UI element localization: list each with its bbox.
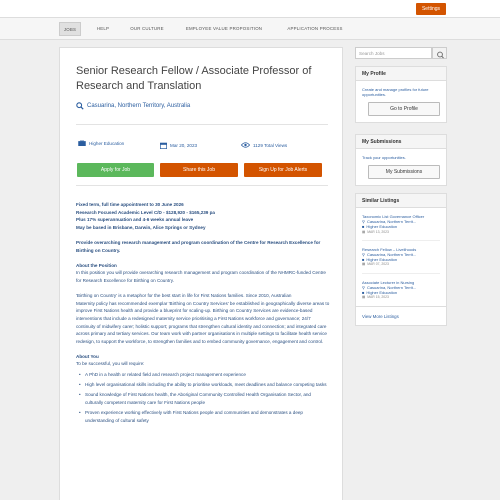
search-location-icon: ⚲ [362,252,365,258]
nav-jobs[interactable]: JOBS [59,22,81,36]
about-you-heading: About You [76,353,99,359]
search-location-icon: ⚲ [362,284,365,290]
job-summary [76,201,330,231]
listing-title[interactable]: Taxonomic List Governance Officer [362,214,425,219]
job-location[interactable] [76,102,190,110]
share-job-button[interactable]: Share this Job [160,163,238,177]
about-you-intro: To be successful, you will require: [76,361,145,367]
settings-button[interactable]: Settings [416,3,446,15]
listing-category-label: Higher Education [366,257,398,263]
my-profile-panel [355,66,447,123]
job-date-label: Mar 20, 2023 [170,143,198,148]
job-views-label: 1129 Total Views [253,142,288,148]
panel-description: Track your opportunities. [362,155,406,160]
listing-title[interactable]: Research Fellow – Livelihoods [362,246,417,252]
panel-title: My Profile [356,67,446,81]
listing-date-label: MAR 07, 2023 [367,262,389,267]
summary-line: May be based in Brisbane, Darwin, Alice Springs or Sydney [76,224,206,230]
listing-location-label: Casuarina, Northern Territ... [366,284,417,290]
listing-title[interactable]: Associate Lecturer in Nursing [362,279,415,285]
listing-date-label: MAR 15, 2023 [367,295,389,300]
listing-category-label: Higher Education [366,290,398,296]
nav-our-culture[interactable]: OUR CULTURE [130,26,164,31]
briefcase-icon [78,140,86,146]
about-position-text: In this position you will provide overarching research management and program coordination of the NHMRC-funded Centre for Research Excellence for Birthing on Country. [76,270,326,283]
about-position-heading: About the Position [76,262,117,268]
search-input[interactable] [355,47,432,59]
divider [76,124,328,125]
list-item: • Proven experience working effectively with First Nations people and communities and demonstrates a deep understanding of cultural safety [76,409,330,424]
search-location-icon [76,102,84,110]
panel-title: My Submissions [356,135,446,149]
metaphor-text: 'Birthing on Country' is a metaphor for the best start in life for First Nations families. Since 2010, Australian [76,293,292,299]
job-views [241,142,287,148]
list-item: • High level organisational skills including the ability to prioritise workloads, meet deadlines and balance competing tasks [76,381,330,389]
list-item[interactable] [356,241,446,274]
listing-location-label: Casuarina, Northern Territ... [366,252,417,258]
top-bar [0,0,500,18]
similar-listings-panel [355,193,447,326]
calendar-icon: ▦ [362,262,366,267]
job-description [76,201,330,427]
briefcase-icon: ■ [362,257,365,263]
job-intro: Provide overarching research management and program coordination of the Centre for Research Excellence for Birthing on Country. [76,239,321,253]
go-to-profile-button[interactable]: Go to Profile [368,102,440,116]
job-location-label: Casuarina, Northern Territory, Australia [87,103,191,109]
listing-date [362,262,440,267]
eye-icon [241,142,250,148]
job-alerts-button[interactable]: Sign Up for Job Alerts [244,163,322,177]
list-item: • Sound knowledge of First Nations health, the Aboriginal Community Controlled Health Organisation Sector, and culturally competent maternity care for First Nations people [76,391,330,406]
calendar-icon: ▦ [362,295,366,300]
divider [76,185,328,186]
listing-date [362,295,440,300]
maternity-text: Maternity policy has recommended exemplar 'Birthing on Country Services' be established in geographically diverse areas to improve First Nations health and provide a blueprint for scaling-up. Birthing on Country Services are evidence-based interventions that include a redesigned maternity service prioritising a First Nations workforce and governance; 24/7 continuity of midwifery carer; holistic support; programs that strengthen cultural identity and connection; and integrated care across primary and tertiary services. Our team work with partner organisations in multiple settings to facilitate health service redesign, to support the workforce, to strengthen families and to embed community governance, engagement and control. [76,300,330,344]
calendar-icon [160,142,167,149]
briefcase-icon: ■ [362,290,365,296]
list-item: • A PhD in a health or related field and research project management experience [76,371,330,379]
search-button[interactable] [432,47,447,59]
requirements-list [76,371,330,424]
listing-date [362,230,440,235]
list-item[interactable] [356,208,446,241]
job-date [160,142,197,149]
summary-line: Plus 17% superannuation and 4-6 weeks annual leave [76,217,194,223]
summary-line: Fixed term, full time appointment to 30 June 2026 [76,202,184,207]
listing-location-label: Casuarina, Northern Territ... [366,219,417,225]
panel-description: Create and manage profiles for future opportunities. [362,87,429,97]
list-item[interactable] [356,274,446,301]
my-submissions-button[interactable]: My Submissions [368,165,440,179]
listing-date-label: MAR 13, 2023 [367,229,389,234]
nav-employee-value-proposition[interactable]: EMPLOYEE VALUE PROPOSITION [185,26,263,31]
summary-line: Research Focused Academic Level C/D - $128,920 - $165,239 pa [76,209,215,215]
my-submissions-panel [355,134,447,186]
search-icon [433,49,448,61]
job-category-label: Higher Education [89,140,125,146]
view-more-listings-link[interactable]: View More Listings [356,306,446,325]
job-category [78,140,124,146]
apply-button[interactable]: Apply for Job [77,163,154,177]
listing-category-label: Higher Education [366,224,398,230]
nav-application-process[interactable]: APPLICATION PROCESS [287,26,343,31]
calendar-icon: ▦ [362,229,366,234]
panel-title: Similar Listings [356,194,446,208]
job-title: Senior Research Fellow / Associate Professor of Research and Translation [76,65,312,92]
nav-help[interactable]: HELP [96,26,110,31]
main-nav [0,18,500,40]
job-detail-panel [59,47,343,500]
briefcase-icon: ■ [362,224,365,230]
search-location-icon: ⚲ [362,219,365,225]
